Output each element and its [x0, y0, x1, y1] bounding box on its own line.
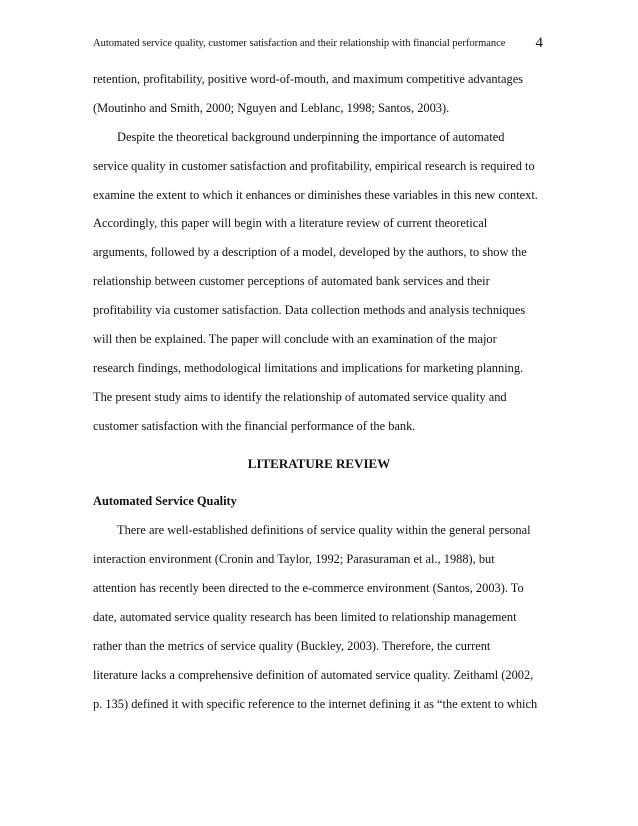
- text-line: examine the extent to which it enhances or diminishes these variables in this new context.: [93, 187, 538, 202]
- text-line: retention, profitability, positive word-of-mouth, and maximum competitive advantages: [93, 72, 524, 86]
- text-line: rather than the metrics of service quality (Buckley, 2003). Therefore, the current: [93, 638, 491, 653]
- running-header: [93, 35, 543, 54]
- text-line: research findings, methodological limitations and implications for marketing planning.: [93, 360, 524, 375]
- paragraph-continuation: [93, 65, 545, 123]
- paragraph-study-overview: [93, 123, 545, 441]
- text-line: will then be explained. The paper will conclude with an examination of the major: [93, 332, 497, 347]
- text-line: interaction environment (Cronin and Taylor, 1992; Parasuraman et al., 1988), but: [93, 552, 495, 567]
- text-line: profitability via customer satisfaction. Data collection methods and analysis techniques: [93, 303, 526, 318]
- text-line: date, automated service quality research has been limited to relationship management: [93, 610, 517, 625]
- text-line: customer satisfaction with the financial performance of the bank.: [93, 418, 416, 433]
- text-line: literature lacks a comprehensive definition of automated service quality. Zeithaml (2002,: [93, 667, 534, 682]
- running-title: Automated service quality, customer satisfaction and their relationship with financial performance: [93, 38, 506, 49]
- section-heading: LITERATURE REVIEW: [247, 455, 391, 471]
- paragraph-service-quality: [93, 516, 545, 718]
- text-line: attention has recently been directed to the e-commerce environment (Santos, 2003). To: [93, 581, 524, 596]
- text-line: (Moutinho and Smith, 2000; Nguyen and Leblanc, 1998; Santos, 2003).: [93, 100, 450, 115]
- page-number: 4: [535, 35, 543, 51]
- text-line: arguments, followed by a description of a model, developed by the authors, to show the: [93, 245, 527, 260]
- text-line: relationship between customer perceptions of automated bank services and their: [93, 274, 490, 289]
- text-line: p. 135) defined it with specific reference to the internet defining it as “the extent to which: [93, 696, 538, 711]
- document-body: [93, 65, 545, 719]
- text-line: The present study aims to identify the relationship of automated service quality and: [93, 389, 507, 404]
- text-line: service quality in customer satisfaction and profitability, empirical research is required to: [93, 158, 535, 173]
- text-line: There are well-established definitions of service quality within the general personal: [117, 523, 531, 538]
- text-line: Accordingly, this paper will begin with a literature review of current theoretical: [93, 216, 488, 231]
- text-line: Despite the theoretical background underpinning the importance of automated: [117, 129, 505, 144]
- subsection-heading: Automated Service Quality: [93, 494, 237, 509]
